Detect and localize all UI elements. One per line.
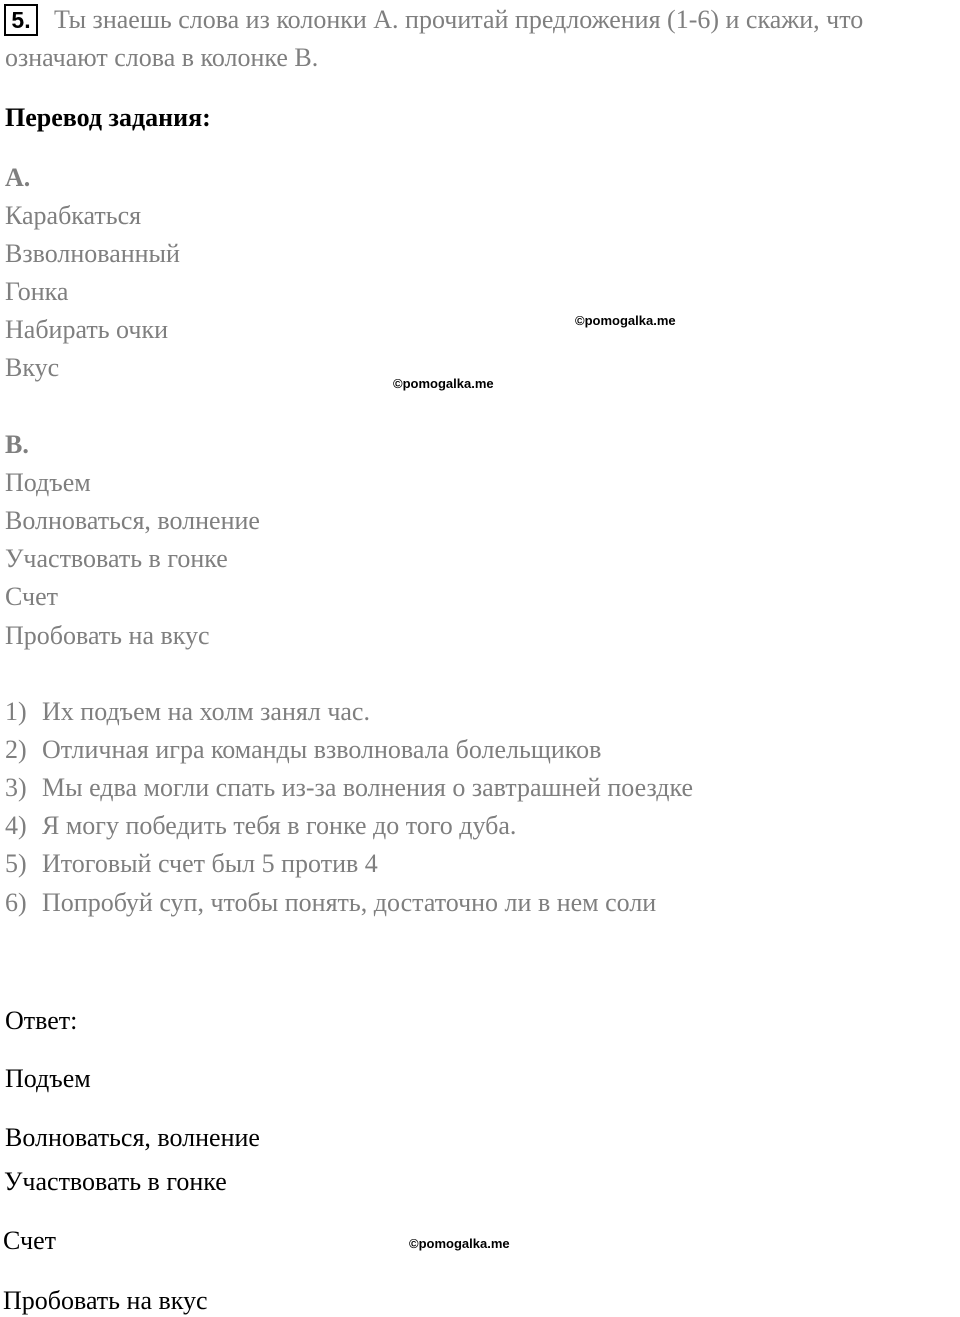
column-a-item: Гонка <box>5 277 69 306</box>
column-a-item: Набирать очки <box>5 315 168 344</box>
sentence-number: 2) <box>5 735 27 764</box>
answer-item: Подъем <box>5 1064 91 1093</box>
column-b-item: Счет <box>5 582 58 611</box>
translation-heading: Перевод задания: <box>5 103 211 132</box>
watermark-text: ©pomogalka.me <box>409 1236 510 1251</box>
sentence-text: Мы едва могли спать из-за волнения о завтрашней поездке <box>42 773 694 802</box>
task-number-badge: 5. <box>4 4 38 36</box>
column-b-item: Волноваться, волнение <box>5 506 260 535</box>
sentence-number: 1) <box>5 697 27 726</box>
answer-label: Ответ: <box>5 1006 78 1035</box>
sentence-row <box>0 849 900 879</box>
watermark-text: ©pomogalka.me <box>393 376 494 391</box>
task-text-line-1: Ты знаешь слова из колонки А. прочитай предложения (1-6) и скажи, что <box>54 5 864 34</box>
column-b-item: Пробовать на вкус <box>5 621 210 650</box>
sentence-text: Попробуй суп, чтобы понять, достаточно ли в нем соли <box>42 888 657 917</box>
column-a-item: Карабкаться <box>5 201 142 230</box>
sentence-text: Отличная игра команды взволновала болельщиков <box>42 735 602 764</box>
column-a-heading: A. <box>5 163 31 192</box>
sentence-row <box>0 888 900 918</box>
column-a-item: Взволнованный <box>5 239 180 268</box>
answer-item: Пробовать на вкус <box>3 1286 208 1315</box>
column-b-heading: B. <box>5 430 29 459</box>
sentence-text: Я могу победить тебя в гонке до того дуба. <box>42 811 517 840</box>
sentence-row <box>0 773 900 803</box>
sentence-text: Итоговый счет был 5 против 4 <box>42 849 378 878</box>
sentence-number: 6) <box>5 888 27 917</box>
column-b-item: Участвовать в гонке <box>5 544 228 573</box>
sentence-number: 3) <box>5 773 27 802</box>
column-b-item: Подъем <box>5 468 91 497</box>
sentence-row <box>0 811 900 841</box>
sentence-row <box>0 697 900 727</box>
watermark-text: ©pomogalka.me <box>575 313 676 328</box>
sentence-number: 5) <box>5 849 27 878</box>
answer-item: Участвовать в гонке <box>4 1167 227 1196</box>
answer-item: Волноваться, волнение <box>5 1123 260 1152</box>
column-a-item: Вкус <box>5 353 60 382</box>
answer-item: Счет <box>3 1226 56 1255</box>
sentence-number: 4) <box>5 811 27 840</box>
task-text-line-2: означают слова в колонке В. <box>5 43 319 72</box>
sentence-text: Их подъем на холм занял час. <box>42 697 370 726</box>
sentence-row <box>0 735 900 765</box>
